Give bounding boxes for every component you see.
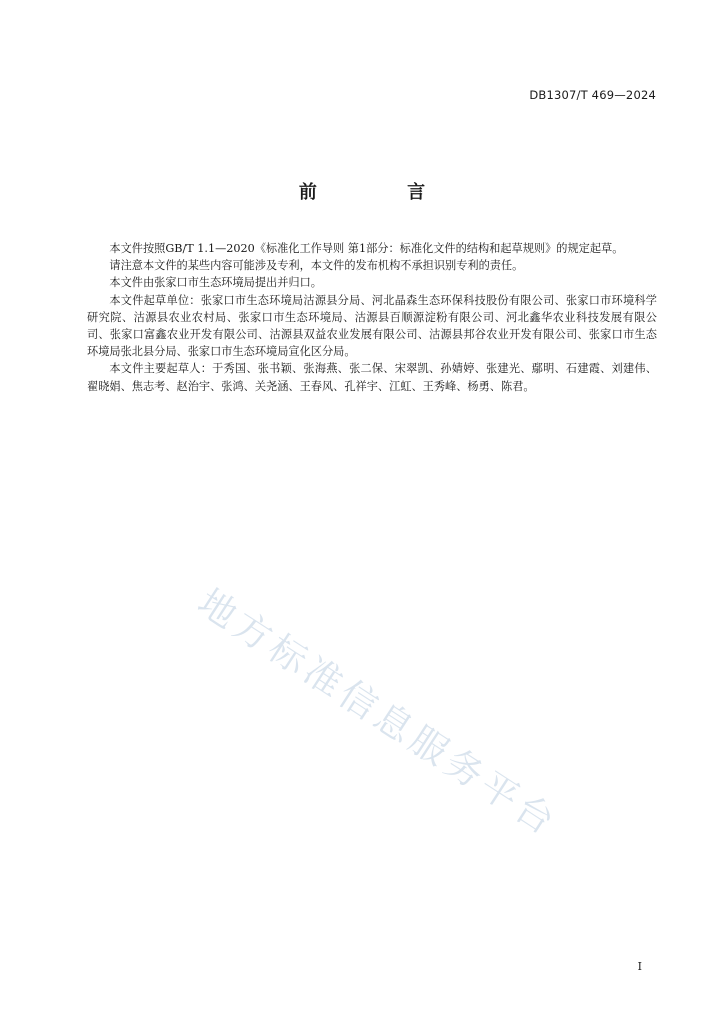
paragraph-drafting-rules: 本文件按照GB/T 1.1—2020《标准化工作导则 第1部分：标准化文件的结构和起草规则》的规定起草。 [109, 242, 624, 255]
document-code: DB1307/T 469—2024 [529, 88, 656, 102]
paragraph-drafting-units: 本文件起草单位：张家口市生态环境局沽源县分局、河北晶森生态环保科技股份有限公司、张家口市环境科学研究院、沽源县农业农村局、张家口市生态环境局、沽源县百顺源淀粉有限公司、河北鑫华农业科技发展有限公司、张家口富鑫农业开发有限公司、沽源县双益农业发展有限公司、沽源县邦谷农业开发有限公司、张家口市生态环境局张北县分局、张家口市生态环境局宣化区分局。 [87, 293, 657, 359]
page-title: 前 言 [298, 182, 468, 203]
page-number: I [637, 960, 642, 973]
foreword-body [87, 240, 657, 395]
watermark: 地方标准信息服务平台 [190, 580, 566, 846]
paragraph-proposer: 本文件由张家口市生态环境局提出并归口。 [109, 276, 322, 290]
paragraph-drafters: 本文件主要起草人：于秀国、张书颖、张海燕、张二保、宋翠凯、孙婧婷、张建光、鄢明、石建霞、刘建伟、翟晓娟、焦志考、赵治宇、张鸿、关尧涵、王春风、孔祥宇、江虹、王秀峰、杨勇、陈君。 [87, 362, 657, 393]
paragraph-patent-notice: 请注意本文件的某些内容可能涉及专利，本文件的发布机构不承担识别专利的责任。 [109, 259, 524, 273]
